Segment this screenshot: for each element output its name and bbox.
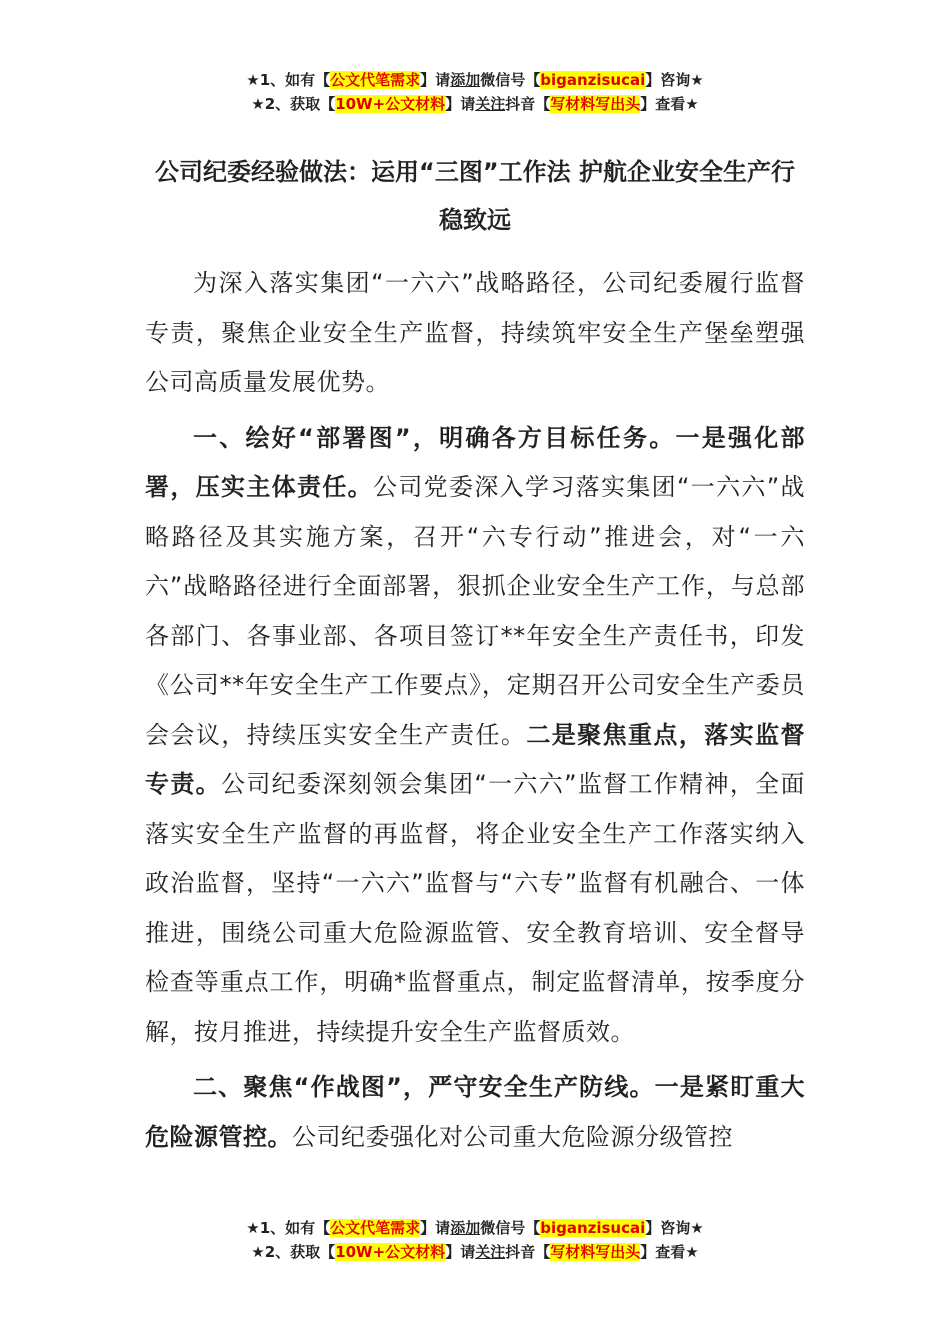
highlight-text: 公文代笔需求 — [330, 71, 421, 89]
section-1-text: 公司党委深入学习落实集团“一六六”战略路径及其实施方案，召开“六专行动”推进会，对“一六六”战略路径进行全面部署，狠抓企业安全生产工作，与总部各部门、各事业部、各项目签订**年安全生产责任书，印发《公司**年安全生产工作要点》，定期召开公司安全生产委员会会议，持续压实安全生产责任。 — [145, 473, 806, 749]
document-body — [145, 259, 805, 1168]
footer-banner — [0, 1216, 950, 1264]
document-title: 公司纪委经验做法：运用“三图”工作法 护航企业安全生产行稳致远 — [155, 158, 795, 234]
highlight-text: biganzisucai — [540, 1219, 646, 1237]
highlight-text: biganzisucai — [540, 71, 646, 89]
header-banner — [0, 68, 950, 116]
section-2-heading: 二、聚焦“作战图”，严守安全生产防线。一是紧盯重大危险源管控。 — [145, 1073, 805, 1151]
section-1-text-2: 公司纪委深刻领会集团“一六六”监督工作精神，全面落实安全生产监督的再监督，将企业安全生产工作落实纳入政治监督，坚持“一六六”监督与“六专”监督有机融合、一体推进，围绕公司重大危险源监管、安全教育培训、安全督导检查等重点工作，明确*监督重点，制定监督清单，按季度分解，按月推进，持续提升安全生产监督质效。 — [145, 770, 805, 1046]
banner-line-1: ★1、如有【公文代笔需求】请添加微信号【biganzisucai】咨询★ — [246, 71, 704, 89]
highlight-text: 写材料写出头 — [550, 95, 641, 113]
section-1-heading: 一、绘好“部署图”，明确各方目标任务。一是强化部署，压实主体责任。 — [145, 423, 805, 501]
section-2-text: 公司纪委强化对公司重大危险源分级管控 — [292, 1122, 733, 1151]
banner-line-2: ★2、获取【10W+公文材料】请关注抖音【写材料写出头】查看★ — [251, 95, 699, 113]
highlight-text: 10W+公文材料 — [335, 1243, 446, 1261]
banner-line-2: ★2、获取【10W+公文材料】请关注抖音【写材料写出头】查看★ — [251, 1243, 699, 1261]
highlight-text: 写材料写出头 — [550, 1243, 641, 1261]
intro-paragraph: 为深入落实集团“一六六”战略路径，公司纪委履行监督专责，聚焦企业安全生产监督，持续筑牢安全生产堡垒塑强公司高质量发展优势。 — [145, 269, 805, 396]
section-1-paragraph — [145, 414, 805, 1058]
banner-line-1: ★1、如有【公文代笔需求】请添加微信号【biganzisucai】咨询★ — [246, 1219, 704, 1237]
highlight-text: 公文代笔需求 — [330, 1219, 421, 1237]
section-1-subheading: 二是聚焦重点，落实监督专责。 — [145, 720, 806, 798]
section-2-paragraph — [145, 1063, 805, 1162]
highlight-text: 10W+公文材料 — [335, 95, 446, 113]
